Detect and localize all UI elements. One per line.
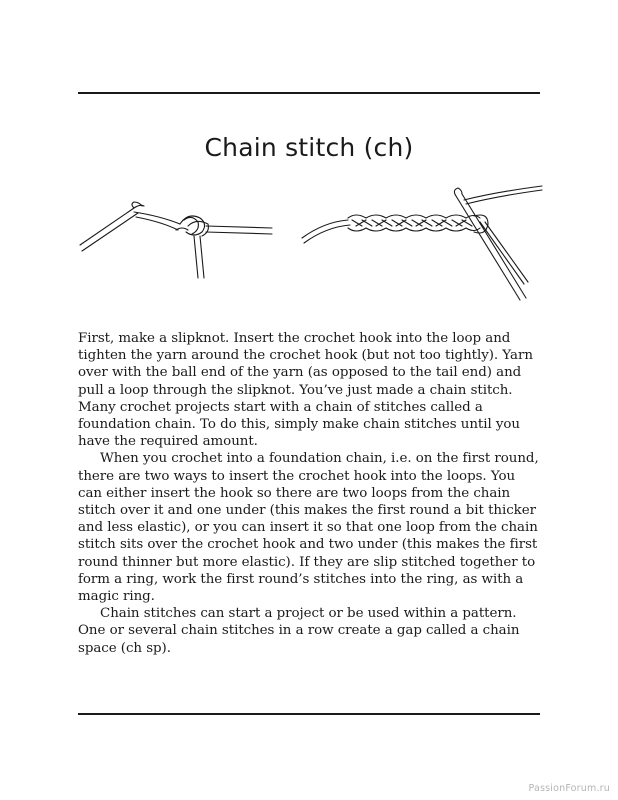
page-title: Chain stitch (ch) bbox=[204, 133, 414, 162]
body-text bbox=[78, 330, 542, 657]
chain-drawing bbox=[302, 186, 542, 300]
bottom-rule bbox=[78, 713, 540, 715]
top-rule bbox=[78, 92, 540, 94]
paragraph-1: First, make a slipknot. Insert the crochet hook into the loop and tighten the yarn around the crochet hook (but not too tightly). Yarn over with the ball end of the yarn (as opposed to the tail end) and pull a loop through the slipknot. You’ve just made a chain stitch. Many crochet projects start with a chain of stitches called a foundation chain. To do this, simply make chain stitches until you have the required amount. bbox=[78, 331, 533, 450]
slipknot-drawing bbox=[80, 202, 272, 278]
watermark: PassionForum.ru bbox=[528, 783, 610, 794]
chain-stitch-illustration bbox=[76, 182, 544, 310]
paragraph-2: When you crochet into a foundation chain, i.e. on the first round, there are two ways to insert the crochet hook into the loops. You can either insert the hook so there are two loops from the chain stitch over it and one under (this makes the first round a bit thicker and less elastic), or you can insert it so that one loop from the chain stitch sits over the crochet hook and two under (this makes the first round thinner but more elastic). If they are slip stitched together to form a ring, work the first round’s stitches into the ring, as with a magic ring. bbox=[78, 451, 539, 605]
paragraph-3: Chain stitches can start a project or be used within a pattern. One or several chain stitches in a row create a gap called a chain space (ch sp). bbox=[78, 606, 520, 656]
